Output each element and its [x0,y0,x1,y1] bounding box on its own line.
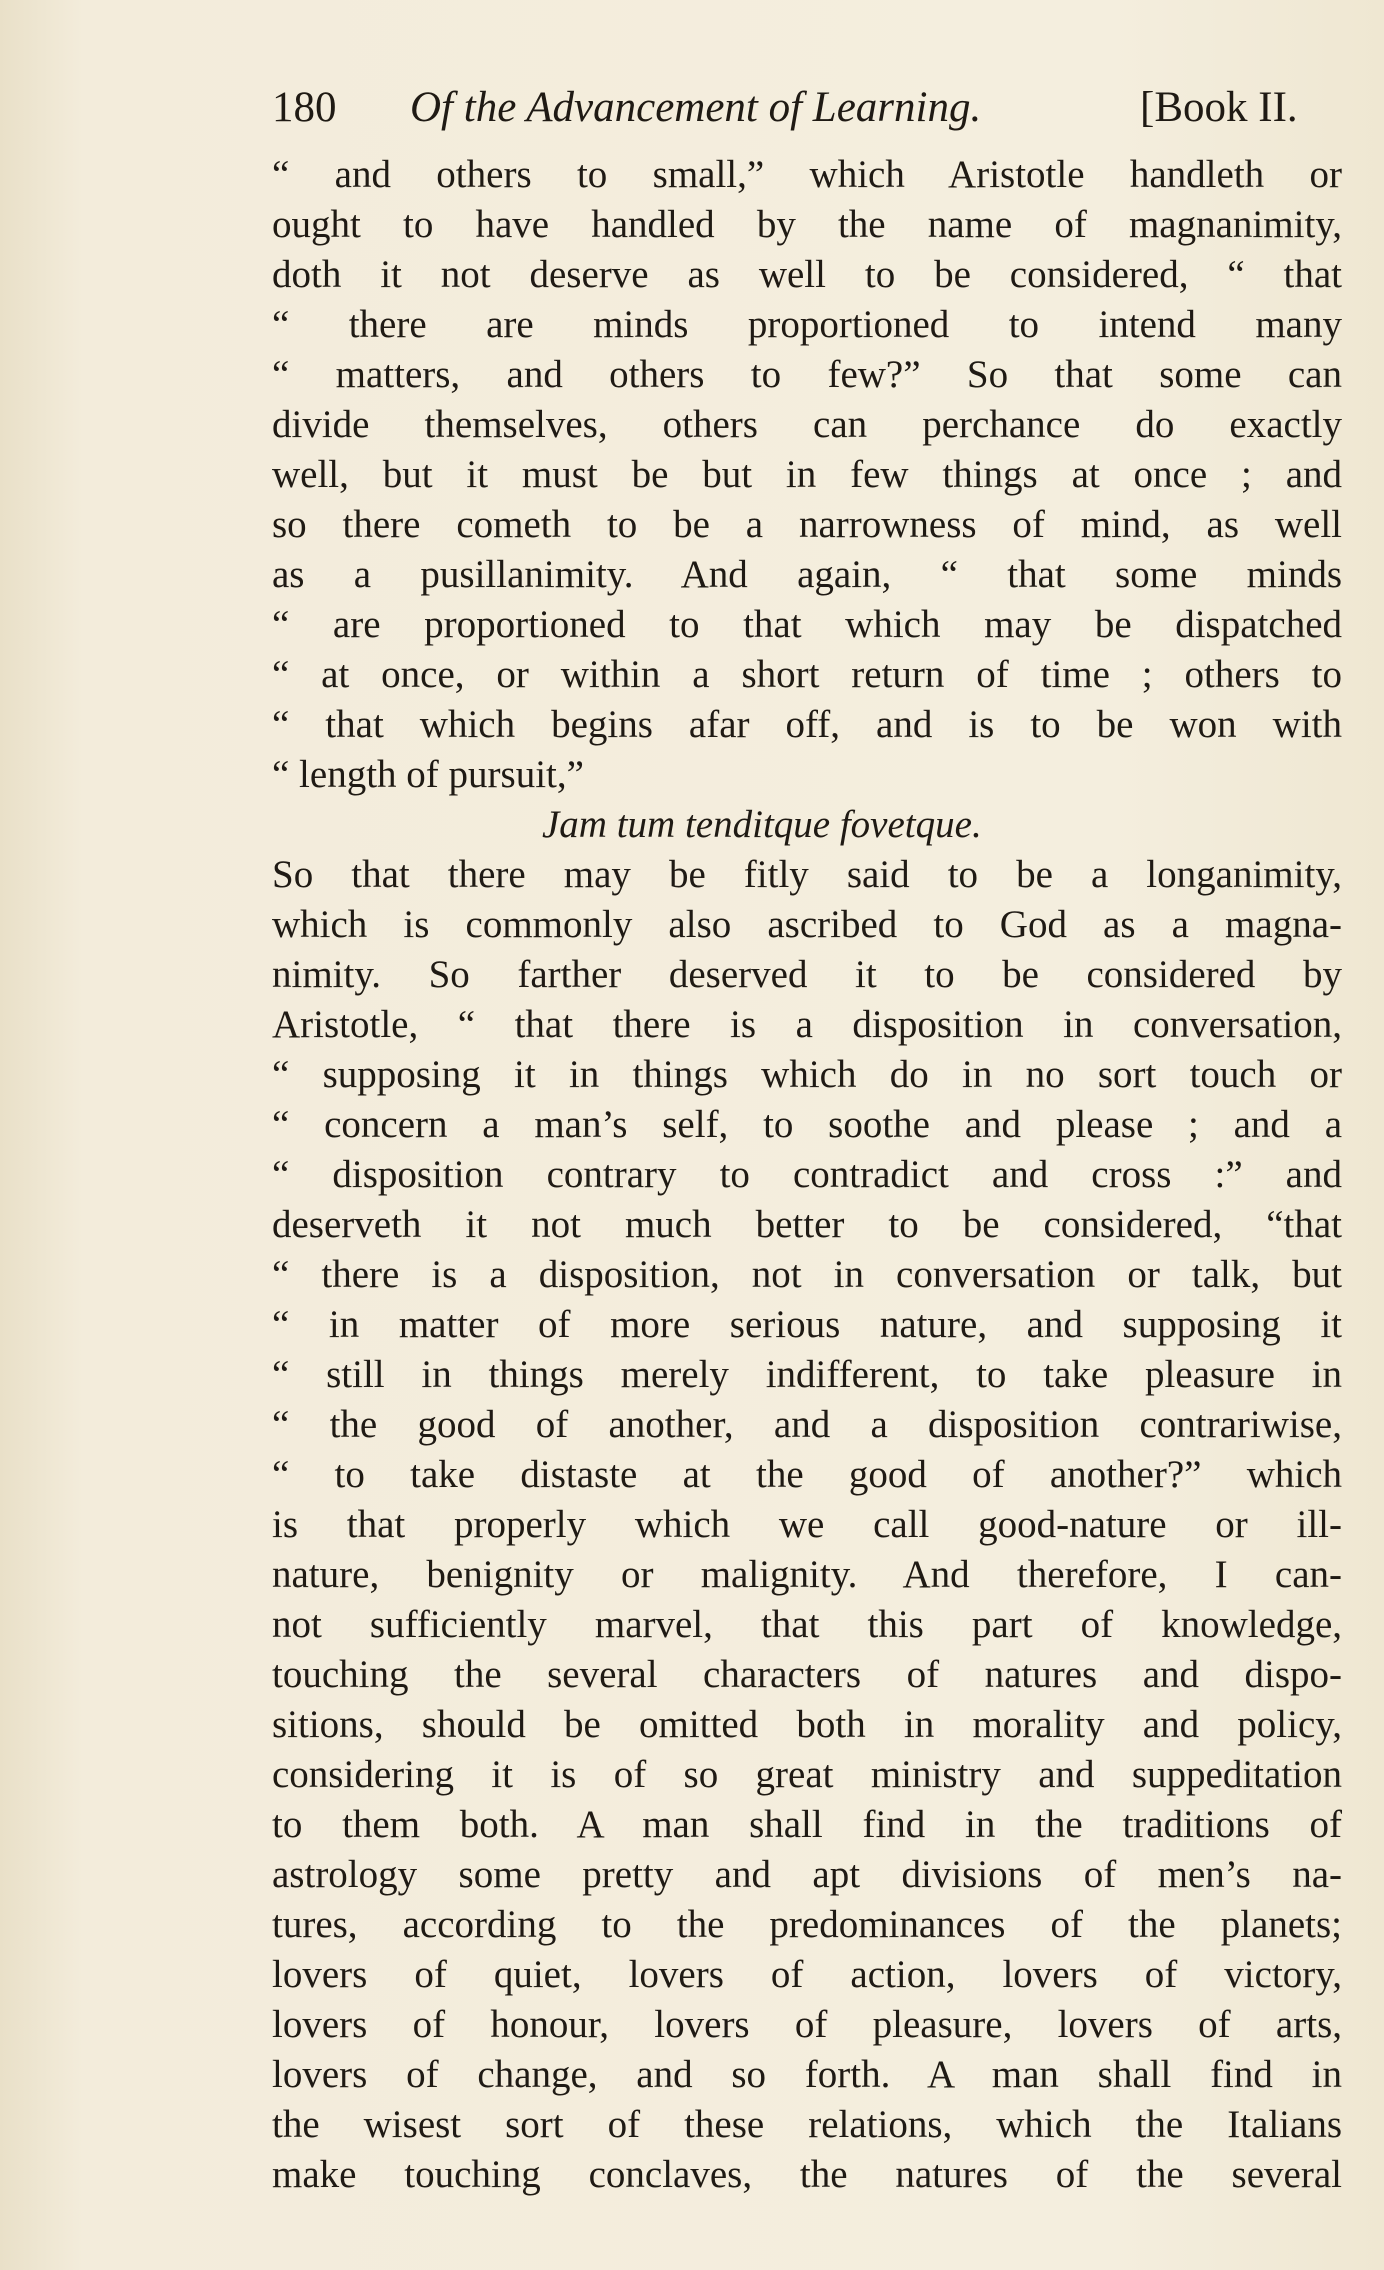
text-line: “ there are minds proportioned to intend many [272,303,1342,346]
text-line: nature, benignity or malignity. And therefore, I can- [272,1553,1342,1596]
text-line: lovers of quiet, lovers of action, lovers of victory, [272,1953,1342,1996]
text-line: deserveth it not much better to be considered, “that [272,1203,1342,1246]
text-line: “ disposition contrary to contradict and cross :” and [272,1153,1342,1196]
text-line: considering it is of so great ministry and suppeditation [272,1753,1342,1796]
text-line: touching the several characters of natures and dispo- [272,1653,1342,1696]
text-line: So that there may be fitly said to be a longanimity, [272,853,1342,896]
text-line: “ are proportioned to that which may be dispatched [272,603,1342,646]
text-line: “ and others to small,” which Aristotle handleth or [272,153,1342,196]
text-line: divide themselves, others can perchance do exactly [272,403,1342,446]
text-line: tures, according to the predominances of the planets; [272,1903,1342,1946]
text-line: to them both. A man shall find in the traditions of [272,1803,1342,1846]
text-line: not sufficiently marvel, that this part of knowledge, [272,1603,1342,1646]
page-number: 180 [272,84,337,131]
text-line: astrology some pretty and apt divisions of men’s na- [272,1853,1342,1896]
running-title: Of the Advancement of Learning. [410,84,982,131]
body-text [272,150,1342,2200]
text-line: as a pusillanimity. And again, “ that some minds [272,553,1342,596]
text-line: “ in matter of more serious nature, and supposing it [272,1303,1342,1346]
text-line: make touching conclaves, the natures of the several [272,2153,1342,2196]
text-line: is that properly which we call good-nature or ill- [272,1503,1342,1546]
text-line: “ concern a man’s self, to soothe and please ; and a [272,1103,1342,1146]
text-line: lovers of honour, lovers of pleasure, lovers of arts, [272,2003,1342,2046]
text-line: lovers of change, and so forth. A man shall find in [272,2053,1342,2096]
text-line: doth it not deserve as well to be considered, “ that [272,253,1342,296]
text-line: “ there is a disposition, not in conversation or talk, but [272,1253,1342,1296]
text-line: “ at once, or within a short return of time ; others to [272,653,1342,696]
running-head [272,78,1342,138]
latin-verse-quotation: Jam tum tenditque fovetque. [542,803,982,846]
text-line: nimity. So farther deserved it to be considered by [272,953,1342,996]
text-line: which is commonly also ascribed to God as a magna- [272,903,1342,946]
text-line: “ that which begins afar off, and is to be won with [272,703,1342,746]
text-line: “ still in things merely indifferent, to take pleasure in [272,1353,1342,1396]
text-line: Aristotle, “ that there is a disposition in conversation, [272,1003,1342,1046]
text-line: sitions, should be omitted both in morality and policy, [272,1703,1342,1746]
text-line: the wisest sort of these relations, which the Italians [272,2103,1342,2146]
text-line: “ matters, and others to few?” So that some can [272,353,1342,396]
text-line: well, but it must be but in few things at once ; and [272,453,1342,496]
text-line: so there cometh to be a narrowness of mind, as well [272,503,1342,546]
text-line: “ to take distaste at the good of another?” which [272,1453,1342,1496]
text-line: “ the good of another, and a disposition contrariwise, [272,1403,1342,1446]
text-line: ought to have handled by the name of magnanimity, [272,203,1342,246]
book-label: [Book II. [1140,84,1298,131]
text-line: “ length of pursuit,” [272,753,584,796]
text-line: “ supposing it in things which do in no sort touch or [272,1053,1342,1096]
